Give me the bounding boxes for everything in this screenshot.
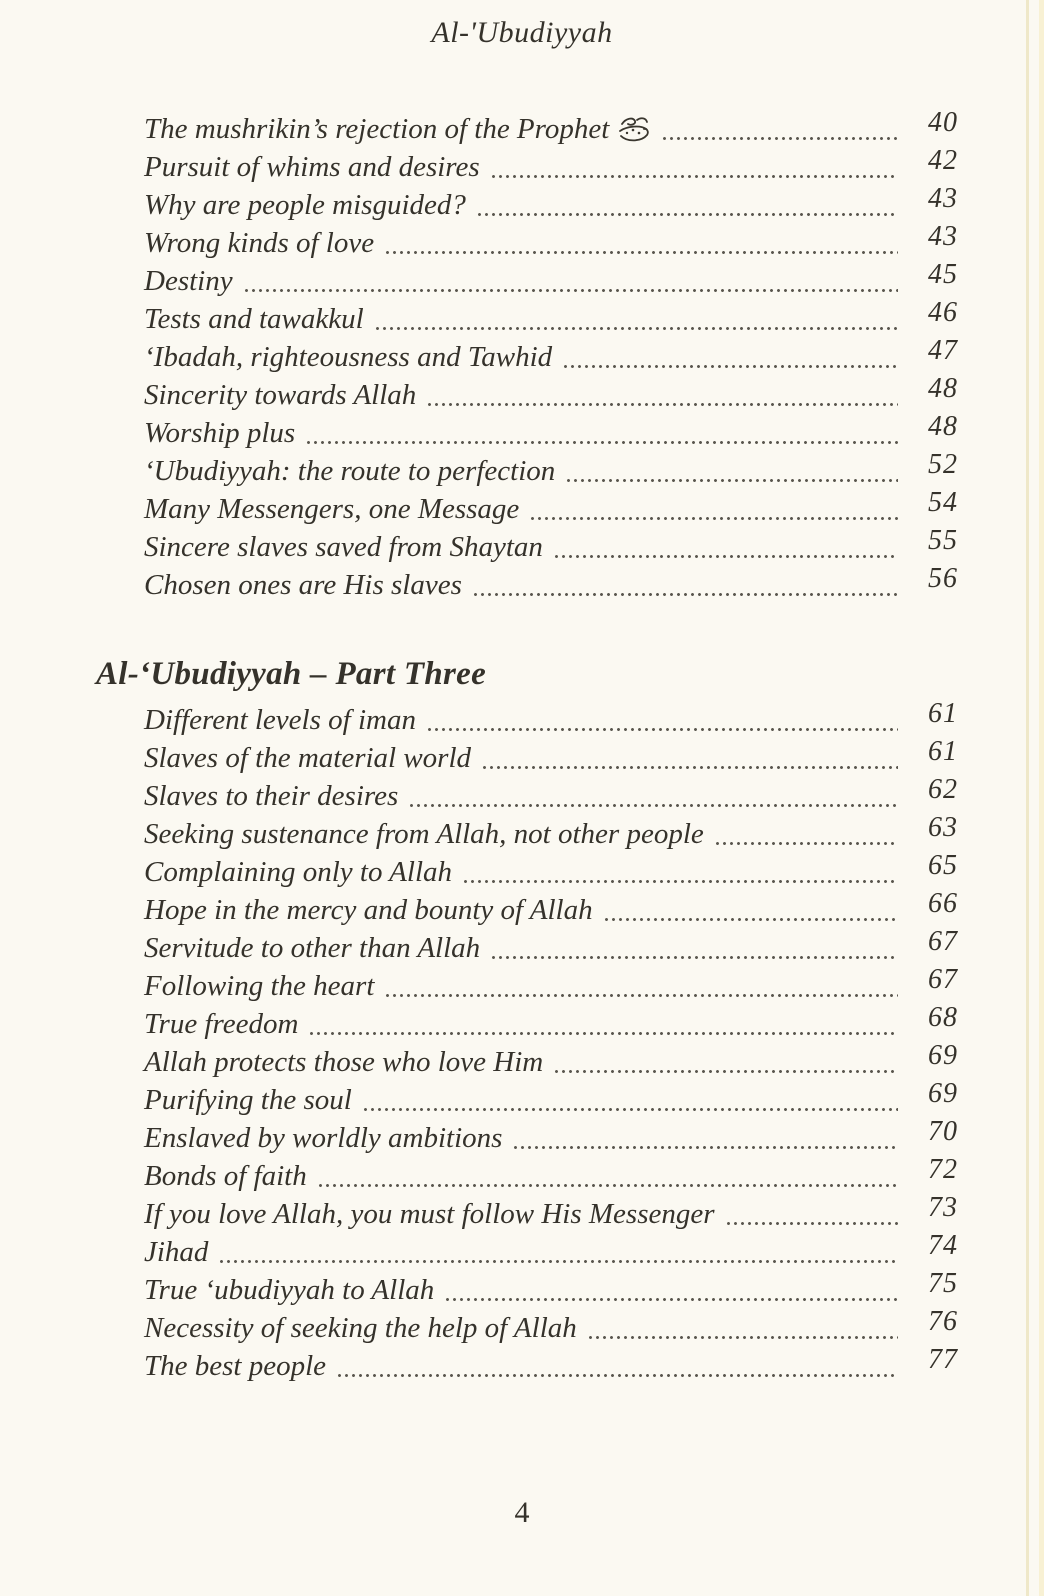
- part-heading: Al-‘Ubudiyyah – Part Three: [96, 656, 487, 692]
- dot-leader: [319, 1184, 898, 1187]
- toc-entry: [144, 449, 958, 490]
- toc-entry-title: Necessity of seeking the help of Allah: [144, 1312, 577, 1344]
- toc-entry-page: 61: [928, 698, 958, 729]
- toc-entry: [144, 221, 958, 262]
- toc-section: [144, 107, 958, 604]
- toc-entry-title: Many Messengers, one Message: [144, 493, 520, 525]
- toc-entry: [144, 563, 958, 604]
- dot-leader: [338, 1374, 898, 1377]
- toc-entry-title: True freedom: [144, 1008, 299, 1040]
- dot-leader: [492, 956, 898, 959]
- dot-leader: [483, 766, 898, 769]
- dot-leader: [478, 213, 898, 216]
- dot-leader: [716, 842, 898, 845]
- toc-entry-page: 77: [928, 1344, 958, 1375]
- toc-entry-page: 69: [928, 1040, 958, 1071]
- toc-entry-page: 67: [928, 926, 958, 957]
- toc-entry: [144, 1192, 958, 1233]
- toc-entry: [144, 373, 958, 414]
- toc-entry-page: 63: [928, 812, 958, 843]
- toc-entry: [144, 1268, 958, 1309]
- dot-leader: [245, 289, 898, 292]
- toc-entry: [144, 1230, 958, 1271]
- toc-entry-page: 56: [928, 563, 958, 594]
- toc-entry-page: 40: [928, 107, 958, 138]
- toc-entry-title: Following the heart: [144, 970, 375, 1002]
- toc-entry-page: 55: [928, 525, 958, 556]
- toc-entry-title: Different levels of iman: [144, 704, 416, 736]
- toc-entry-page: 45: [928, 259, 958, 290]
- toc-entry-page: 75: [928, 1268, 958, 1299]
- toc-entry-page: 70: [928, 1116, 958, 1147]
- toc-entry-title: True ‘ubudiyyah to Allah: [144, 1274, 435, 1306]
- toc-entry: [144, 1116, 958, 1157]
- toc-entry-title: Seeking sustenance from Allah, not other people: [144, 818, 704, 850]
- toc-entry-page: 72: [928, 1154, 958, 1185]
- dot-leader: [376, 327, 898, 330]
- toc-entry-title: ‘Ubudiyyah: the route to perfection: [144, 455, 556, 487]
- dot-leader: [464, 880, 898, 883]
- toc-entry-page: 43: [928, 183, 958, 214]
- toc-entry-page: 76: [928, 1306, 958, 1337]
- toc-entry-page: 74: [928, 1230, 958, 1261]
- toc-entry: [144, 1344, 958, 1385]
- dot-leader: [555, 555, 898, 558]
- toc-entry: [144, 926, 958, 967]
- dot-leader: [727, 1222, 898, 1225]
- toc-entry-page: 48: [928, 411, 958, 442]
- dot-leader: [605, 918, 898, 921]
- table-of-contents: [96, 107, 958, 1385]
- toc-entry-title: Sincere slaves saved from Shaytan: [144, 531, 543, 563]
- toc-entry-page: 43: [928, 221, 958, 252]
- running-header: Al-'Ubudiyyah: [431, 16, 613, 49]
- toc-section: [96, 656, 958, 1385]
- toc-entry-page: 52: [928, 449, 958, 480]
- dot-leader: [564, 365, 898, 368]
- toc-entry: [144, 1306, 958, 1347]
- dot-leader: [428, 728, 898, 731]
- toc-entry-page: 42: [928, 145, 958, 176]
- toc-entry-title: Why are people misguided?: [144, 189, 466, 221]
- toc-entry: [144, 487, 958, 528]
- toc-entry: [144, 183, 958, 224]
- toc-entry: [144, 107, 958, 148]
- toc-entry-title: Purifying the soul: [144, 1084, 352, 1116]
- toc-entry: [144, 850, 958, 891]
- dot-leader: [589, 1336, 898, 1339]
- toc-entry-title: The mushrikin’s rejection of the Prophet: [144, 113, 610, 145]
- toc-entry-title: Chosen ones are His slaves: [144, 569, 462, 601]
- toc-entry-title: Servitude to other than Allah: [144, 932, 481, 964]
- toc-entry-title: Allah protects those who love Him: [144, 1046, 544, 1078]
- dot-leader: [531, 517, 898, 520]
- dot-leader: [514, 1146, 898, 1149]
- toc-entry: [144, 145, 958, 186]
- dot-leader: [386, 251, 898, 254]
- toc-entry-title: Wrong kinds of love: [144, 227, 375, 259]
- toc-entry-title: Hope in the mercy and bounty of Allah: [144, 894, 593, 926]
- dot-leader: [410, 804, 898, 807]
- toc-entry-page: 54: [928, 487, 958, 518]
- toc-entry-title: Sincerity towards Allah: [144, 379, 417, 411]
- dot-leader: [310, 1032, 898, 1035]
- toc-entry: [144, 964, 958, 1005]
- page-edge-line: [1026, 0, 1029, 1596]
- toc-entry-title: The best people: [144, 1350, 327, 1382]
- dot-leader: [567, 479, 898, 482]
- toc-entry-page: 65: [928, 850, 958, 881]
- dot-leader: [555, 1070, 898, 1073]
- prophet-honorific-icon: [617, 114, 651, 144]
- toc-entry-page: 69: [928, 1078, 958, 1109]
- toc-entry: [144, 888, 958, 929]
- toc-entry: [144, 525, 958, 566]
- page-edge-strip: [1039, 0, 1044, 1596]
- toc-entry-title: Bonds of faith: [144, 1160, 307, 1192]
- toc-entry-page: 68: [928, 1002, 958, 1033]
- toc-entry-title: Pursuit of whims and desires: [144, 151, 480, 183]
- toc-entry: [144, 1002, 958, 1043]
- dot-leader: [386, 994, 898, 997]
- toc-entry-title: Slaves to their desires: [144, 780, 399, 812]
- page-number: 4: [514, 1496, 530, 1529]
- dot-leader: [220, 1260, 898, 1263]
- toc-entry-title: Complaining only to Allah: [144, 856, 452, 888]
- dot-leader: [446, 1298, 898, 1301]
- toc-entry-page: 73: [928, 1192, 958, 1223]
- toc-entry: [144, 1154, 958, 1195]
- toc-entry: [144, 736, 958, 777]
- toc-entry: [144, 774, 958, 815]
- dot-leader: [364, 1108, 898, 1111]
- toc-entry-title: Destiny: [144, 265, 233, 297]
- toc-entry-page: 67: [928, 964, 958, 995]
- toc-entry: [144, 698, 958, 739]
- toc-entry-page: 66: [928, 888, 958, 919]
- toc-entry-page: 62: [928, 774, 958, 805]
- dot-leader: [428, 403, 898, 406]
- dot-leader: [663, 137, 898, 140]
- toc-entry: [144, 297, 958, 338]
- toc-entry: [144, 335, 958, 376]
- toc-entry-title: Tests and tawakkul: [144, 303, 364, 335]
- toc-entry-page: 61: [928, 736, 958, 767]
- toc-entry: [144, 259, 958, 300]
- toc-entry-page: 47: [928, 335, 958, 366]
- toc-entry-title: Enslaved by worldly ambitions: [144, 1122, 503, 1154]
- toc-entry-title: Slaves of the material world: [144, 742, 472, 774]
- toc-entry: [144, 411, 958, 452]
- toc-entry: [144, 1078, 958, 1119]
- toc-entry-page: 46: [928, 297, 958, 328]
- dot-leader: [474, 593, 898, 596]
- toc-entry-title: Jihad: [144, 1236, 209, 1268]
- dot-leader: [492, 175, 898, 178]
- toc-entry-title: ‘Ibadah, righteousness and Tawhid: [144, 341, 553, 373]
- toc-entry: [144, 1040, 958, 1081]
- dot-leader: [307, 441, 898, 444]
- toc-entry-page: 48: [928, 373, 958, 404]
- toc-entry-title: If you love Allah, you must follow His Messenger: [144, 1198, 715, 1230]
- toc-entry: [144, 812, 958, 853]
- toc-entry-title: Worship plus: [144, 417, 296, 449]
